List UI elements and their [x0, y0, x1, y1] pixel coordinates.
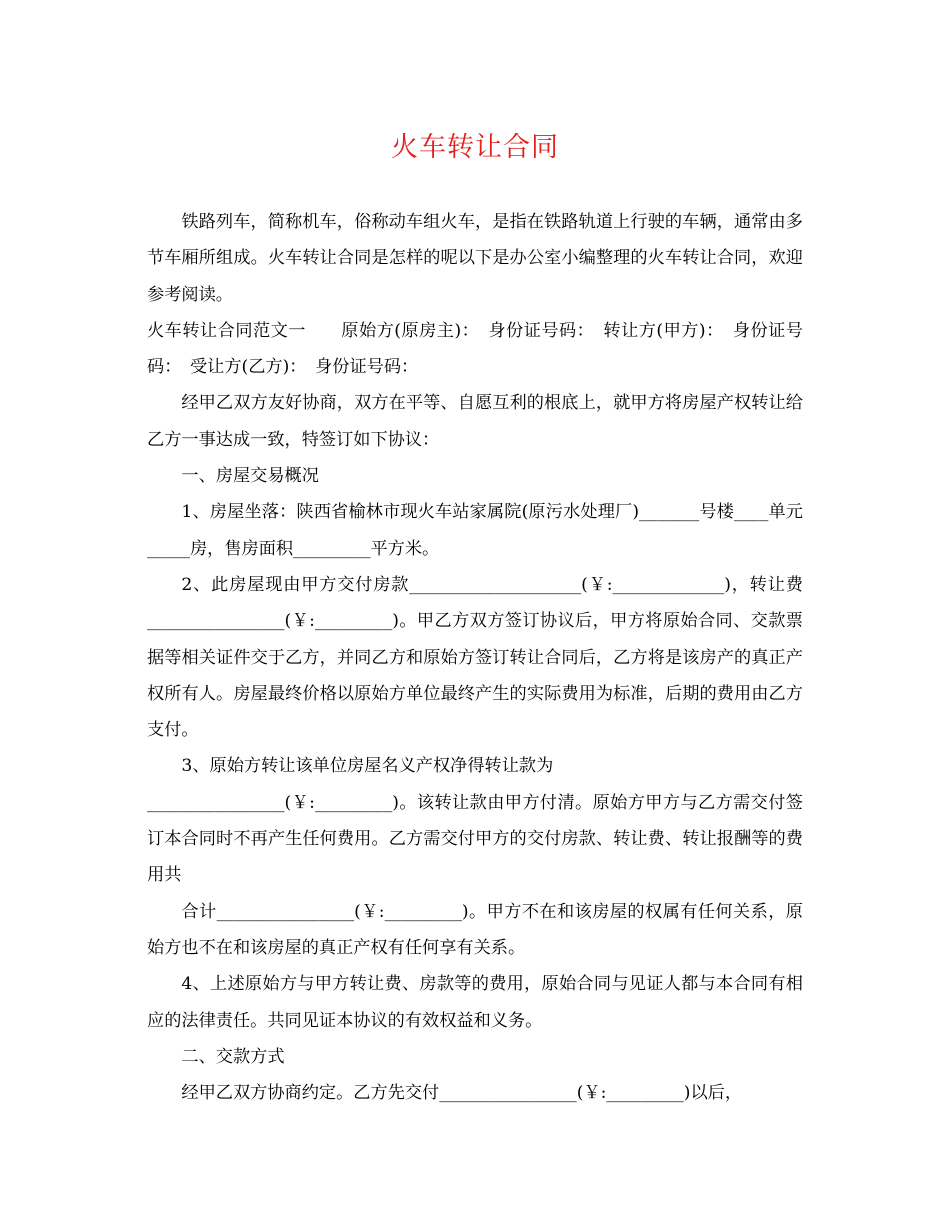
paragraph-agreement: 经甲乙双方友好协商，双方在平等、自愿互利的根底上，就甲方将房屋产权转让给乙方一事达成一致，特签订如下协议： — [147, 393, 803, 450]
section-heading-payment: 二、交款方式 — [181, 1046, 285, 1067]
clause-3-total: 合计________________(￥:_________)。甲方不在和该房屋的权属有任何关系，原始方也不在和该房屋的真正产权有任何享有关系。 — [147, 901, 803, 958]
clause-1-location: 1、房屋坐落：陕西省榆林市现火车站家属院(原污水处理厂)_______号楼____单元_____房，售房面积_________平方米。 — [147, 502, 803, 559]
document-title: 火车转让合同 — [391, 132, 559, 163]
clause-3-transfer: 3、原始方转让该单位房屋名义产权净得转让款为 — [181, 756, 554, 777]
clause-4-liability: 4、上述原始方与甲方转让费、房款等的费用，原始合同与见证人都与本合同有相应的法律责任。共同见证本协议的有效权益和义务。 — [147, 974, 803, 1031]
document-body — [147, 204, 803, 1111]
paragraph-parties: 火车转让合同范文一 原始方(原房主)： 身份证号码： 转让方(甲方)： 身份证号码： 受让方(乙方)： 身份证号码： — [147, 320, 803, 378]
clause-2-payment: 2、此房屋现由甲方交付房款____________________(￥:_____________)，转让费________________(￥:_________)。甲乙方双方签订协议后，甲方将原始合同、交款票据等相关证件交于乙方，并同乙方和原始方签订转让合同后，乙方将是该房产的真正产权所有人。房屋最终价格以原始方单位最终产生的实际费用为标准，后期的费用由乙方支付。 — [147, 574, 803, 741]
paragraph-intro: 铁路列车，简称机车，俗称动车组火车，是指在铁路轨道上行驶的车辆，通常由多节车厢所组成。火车转让合同是怎样的呢以下是办公室小编整理的火车转让合同，欢迎参考阅读。 — [147, 212, 803, 305]
paragraph-payment-method: 经甲乙双方协商约定。乙方先交付________________(￥:_________)以后， — [181, 1083, 743, 1104]
section-heading-overview: 一、房屋交易概况 — [181, 466, 319, 487]
clause-3-continued: ________________(￥:_________)。该转让款由甲方付清。原始方甲方与乙方需交付签订本合同时不再产生任何费用。乙方需交付甲方的交付房款、转让费、转让报酬等的费用共 — [147, 792, 803, 886]
